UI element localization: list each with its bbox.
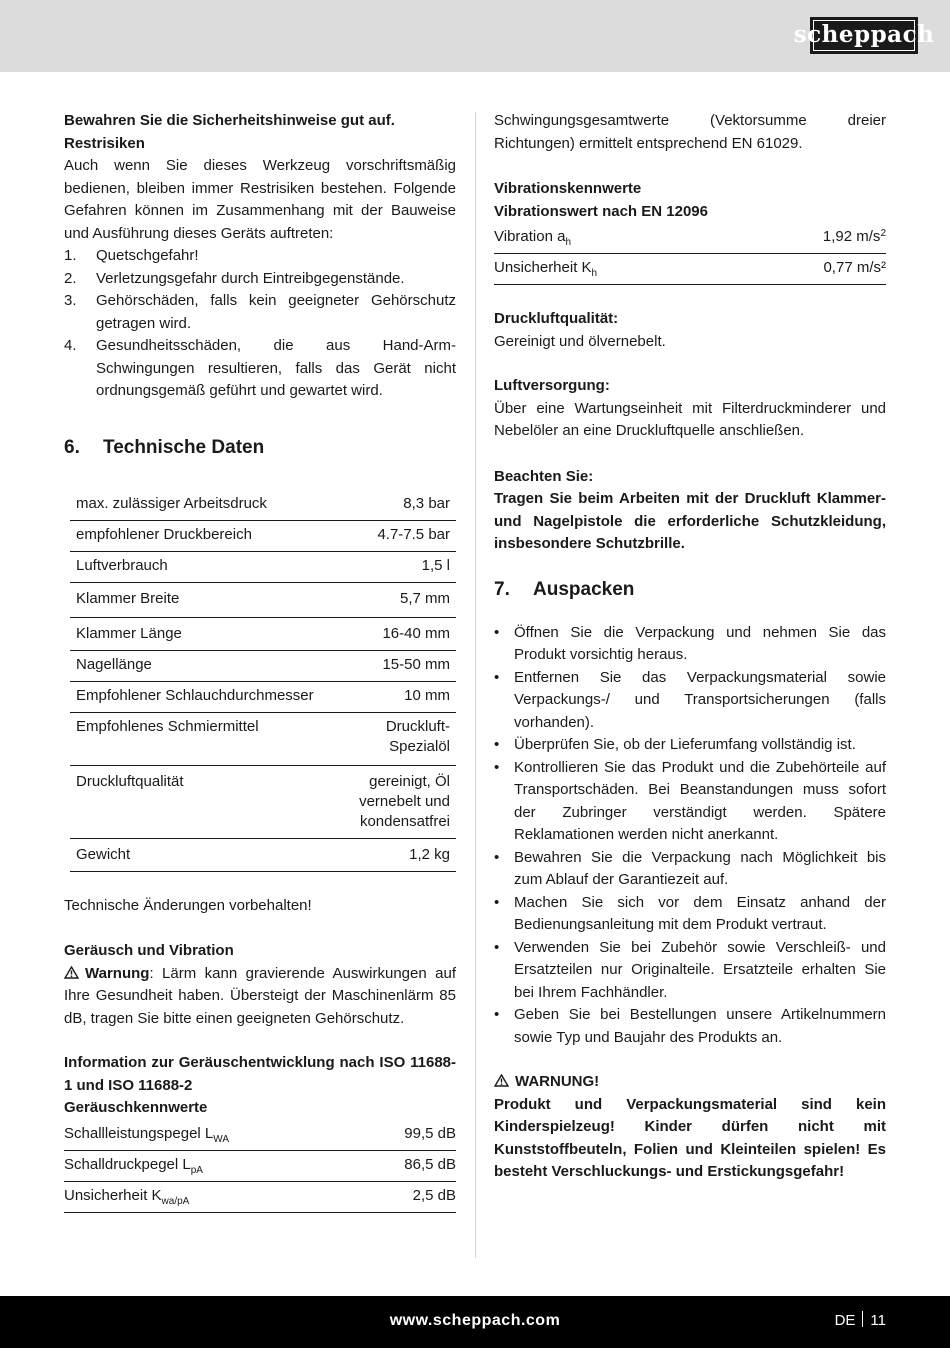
table-row: Druckluftqualität gereinigt, Öl vernebelt und kondensatfrei xyxy=(70,765,456,838)
air-supply-title: Luftversorgung: xyxy=(494,377,610,394)
unpack-list xyxy=(494,622,886,1050)
table-row: Unsicherheit $K_h$ 0,77 m/s² xyxy=(494,254,886,285)
table-row: Unsicherheit $K_{wa/pA}$ 2,5 dB xyxy=(64,1181,456,1212)
list-item: • Überprüfen Sie, ob der Lieferumfang vollständig ist. xyxy=(494,734,886,757)
noise-values-title: Geräuschkennwerte xyxy=(64,1099,208,1116)
air-quality-text: Gereinigt und ölvernebelt. xyxy=(494,332,666,350)
air-quality-title: Druckluftqualität: xyxy=(494,310,619,327)
header-bar xyxy=(0,0,950,72)
note-text: Tragen Sie beim Arbeiten mit der Druckluft Klammer- und Nagelpistole die erforderliche Schutzkleidung, insbesondere Schutzbrille. xyxy=(494,490,886,552)
left-column xyxy=(64,110,456,1213)
website-link[interactable]: www.scheppach.com xyxy=(389,1312,561,1329)
noise-warning: Warnung: Lärm kann gravierende Auswirkungen auf Ihre Gesundheit haben. Übersteigt der Maschinenlärm 85 dB, tragen Sie bitte einen geeigneten Gehörschutz. xyxy=(64,964,456,1027)
table-row: Schalldruckpegel $L_{pA}$ 86,5 dB xyxy=(64,1150,456,1181)
table-row: empfohlener Druckbereich 4.7-7.5 bar xyxy=(70,520,456,551)
vibration-values-table xyxy=(494,223,886,285)
list-item: • Geben Sie bei Bestellungen unsere Artikelnummern sowie Typ und Baujahr des Produkts an. xyxy=(494,1004,886,1049)
footer-bar xyxy=(0,1296,950,1348)
keep-notice: Bewahren Sie die Sicherheitshinweise gut auf. xyxy=(64,112,395,129)
table-row: Gewicht 1,2 kg xyxy=(70,838,456,871)
section-7-heading: 7. Auspacken xyxy=(494,578,635,600)
table-row: max. zulässiger Arbeitsdruck 8,3 bar xyxy=(70,490,456,521)
page-indicator xyxy=(835,1310,886,1333)
brand-name: scheppach xyxy=(793,21,935,49)
risks-title: Restrisiken xyxy=(64,134,145,152)
page-separator xyxy=(862,1311,863,1327)
table-row: Klammer Breite 5,7 mm xyxy=(70,582,456,617)
brand-logo xyxy=(793,17,935,54)
right-column xyxy=(494,110,886,1184)
list-item: 2. Verletzungsgefahr durch Eintreibgegenstände. xyxy=(64,269,405,287)
warning-2-title: WARNUNG! xyxy=(494,1071,886,1094)
list-item: • Verwenden Sie bei Zubehör sowie Verschleiß- und Ersatzteilen nur Originalteile. Ersatzteile erhalten Sie bei Ihrem Fachhändler. xyxy=(494,937,886,1005)
tech-data-table xyxy=(70,490,456,872)
risks-intro: Auch wenn Sie dieses Werkzeug vorschriftsmäßig bedienen, bleiben immer Restrisiken bestehen. Folgende Gefahren können im Zusammenhang mit der Bauweise und Ausführung dieses Geräts auftreten: xyxy=(64,157,456,242)
air-supply-text: Über eine Wartungseinheit mit Filterdruckminderer und Nebelöler an eine Druckluftquelle anschließen. xyxy=(494,399,886,439)
page-number: 11 xyxy=(870,1312,886,1329)
table-row: Schallleistungspegel $L_{WA}$ 99,5 dB xyxy=(64,1120,456,1151)
list-item: • Kontrollieren Sie das Produkt und die Zubehörteile auf Transportschäden. Bei Beanstandungen muss sofort der Zubringer verständigt werden. Spätere Reklamationen werden nicht anerkannt. xyxy=(494,757,886,847)
warning-triangle-icon xyxy=(494,1074,509,1087)
risks-list xyxy=(64,245,456,403)
list-item: 1. Quetschgefahr! xyxy=(64,247,199,264)
list-item: 4. Gesundheitsschäden, die aus Hand-Arm- Schwingungen resultieren, falls das Gerät nicht ordnungsgemäß geführt und gewartet wird. xyxy=(64,337,456,399)
warning-triangle-icon xyxy=(64,966,79,979)
table-row: Klammer Länge 16-40 mm xyxy=(70,617,456,650)
vibration-intro: Schwingungsgesamtwerte (Vektorsumme dreier Richtungen) ermittelt entsprechend EN 61029. xyxy=(494,112,886,152)
noise-info: Information zur Geräuschentwicklung nach ISO 11688-1 und ISO 11688-2 xyxy=(64,1054,456,1094)
table-row: Vibration $a_h$ 1,92 $m/s^2$ xyxy=(494,223,886,254)
language-code: DE xyxy=(834,1312,856,1329)
vibration-subtitle: Vibrationswert nach EN 12096 xyxy=(494,202,708,220)
table-row: Luftverbrauch 1,5 l xyxy=(70,551,456,582)
list-item: 3. Gehörschäden, falls kein geeigneter Gehörschutz getragen wird. xyxy=(64,292,456,332)
note-title: Beachten Sie: xyxy=(494,467,594,485)
warning-2-text: Produkt und Verpackungsmaterial sind kein Kinderspielzeug! Kinder dürfen nicht mit Kunststoffbeuteln, Folien und Kleinteilen spielen! Es besteht Verschluckungs- und Erstickungsgefahr! xyxy=(494,1095,886,1180)
list-item: • Öffnen Sie die Verpackung und nehmen Sie das Produkt vorsichtig heraus. xyxy=(494,622,886,667)
table-row: Empfohlenes Schmiermittel Druckluft- Spezialöl xyxy=(70,712,456,765)
tech-changes-note: Technische Änderungen vorbehalten! xyxy=(64,896,312,914)
list-item: • Entfernen Sie das Verpackungsmaterial sowie Verpackungs-/ und Transportsicherungen (falls vorhanden). xyxy=(494,667,886,735)
vibration-title: Vibrationskennwerte xyxy=(494,180,642,197)
table-row: Nagellänge 15-50 mm xyxy=(70,650,456,681)
column-divider xyxy=(475,112,476,1258)
noise-title: Geräusch und Vibration xyxy=(64,942,234,959)
list-item: • Machen Sie sich vor dem Einsatz anhand der Bedienungsanleitung mit dem Produkt vertraut. xyxy=(494,892,886,937)
list-item: • Bewahren Sie die Verpackung nach Möglichkeit bis zum Ablauf der Garantiezeit auf. xyxy=(494,847,886,892)
section-6-heading: 6. Technische Daten xyxy=(64,436,265,458)
table-row: Empfohlener Schlauchdurchmesser 10 mm xyxy=(70,681,456,712)
noise-values-table xyxy=(64,1120,456,1213)
